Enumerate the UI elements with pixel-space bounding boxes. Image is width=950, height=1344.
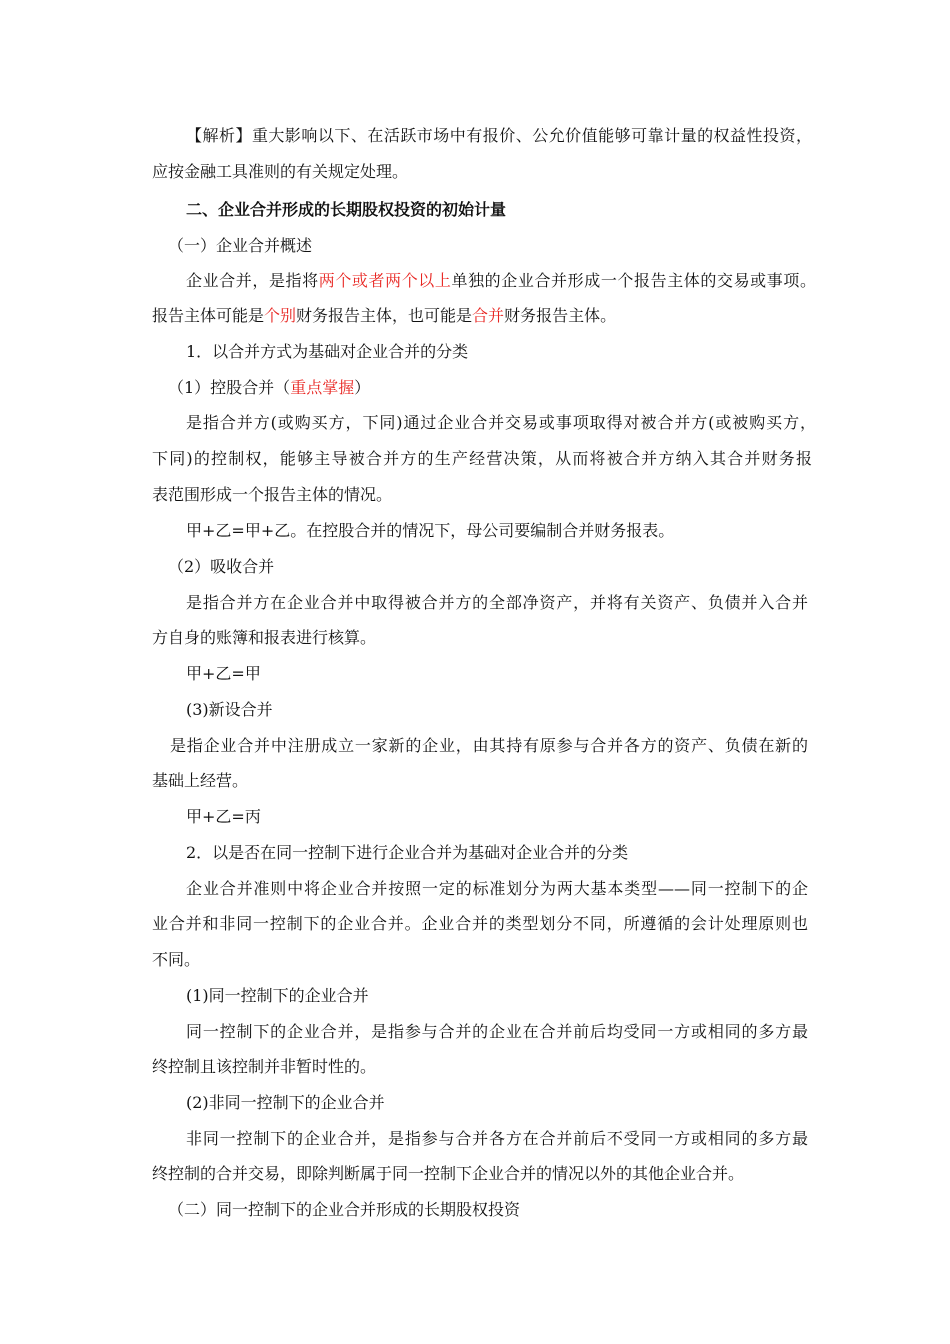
heading-text: （1）控股合并（ xyxy=(168,378,291,397)
highlight-text: 重点掌握 xyxy=(290,378,355,397)
absorb-line-2: 方自身的账簿和报表进行核算。 xyxy=(152,628,377,647)
newco-merger-heading: (3)新设合并 xyxy=(186,700,273,719)
holding-line-2: 下同)的控制权，能够主导被合并方的生产经营决策，从而将被合并方纳入其合并财务报 xyxy=(152,449,812,468)
subsection-heading-2: （二）同一控制下的企业合并形成的长期股权投资 xyxy=(168,1200,521,1219)
classification-line-1: 企业合并准则中将企业合并按照一定的标准划分为两大基本类型——同一控制下的企 xyxy=(186,879,808,898)
holding-formula: 甲+乙=甲+乙。在控股合并的情况下，母公司要编制合并财务报表。 xyxy=(186,521,675,540)
classification-line-3: 不同。 xyxy=(152,950,201,969)
highlight-text: 合并 xyxy=(472,306,505,325)
analysis-line-2: 应按金融工具准则的有关规定处理。 xyxy=(152,162,409,181)
holding-line-3: 表范围形成一个报告主体的情况。 xyxy=(152,485,393,504)
section-heading: 二、企业合并形成的长期股权投资的初始计量 xyxy=(186,200,507,219)
classification-line-2: 业合并和非同一控制下的企业合并。企业合并的类型划分不同，所遵循的会计处理原则也 xyxy=(152,914,808,933)
nonsame-control-heading: (2)非同一控制下的企业合并 xyxy=(186,1093,385,1112)
definition-text: 财务报告主体，也可能是 xyxy=(296,306,473,325)
holding-line-1: 是指合并方(或购买方，下同)通过企业合并交易或事项取得对被合并方(或被购买方， xyxy=(186,413,816,432)
definition-text: 财务报告主体。 xyxy=(504,306,617,325)
definition-text: 企业合并，是指将 xyxy=(186,271,319,290)
same-control-line-2: 终控制且该控制并非暂时性的。 xyxy=(152,1057,377,1076)
same-control-heading: (1)同一控制下的企业合并 xyxy=(186,986,369,1005)
highlight-text: 个别 xyxy=(264,306,297,325)
classification-heading-2: 2．以是否在同一控制下进行企业合并为基础对企业合并的分类 xyxy=(186,843,629,862)
newco-formula: 甲+乙=丙 xyxy=(186,807,261,826)
same-control-line-1: 同一控制下的企业合并，是指参与合并的企业在合并前后均受同一方或相同的多方最 xyxy=(186,1022,808,1041)
definition-line-2 xyxy=(152,306,812,326)
subsection-heading: （一）企业合并概述 xyxy=(168,236,313,255)
definition-line-1 xyxy=(186,271,816,291)
definition-text: 单独的企业合并形成一个报告主体的交易或事项。 xyxy=(451,271,816,290)
holding-merger-heading xyxy=(168,378,828,398)
definition-text: 报告主体可能是 xyxy=(152,306,265,325)
absorb-formula: 甲+乙=甲 xyxy=(186,664,261,683)
newco-line-2: 基础上经营。 xyxy=(152,771,249,790)
absorb-merger-heading: （2）吸收合并 xyxy=(168,557,275,576)
nonsame-control-line-2: 终控制的合并交易，即除判断属于同一控制下企业合并的情况以外的其他企业合并。 xyxy=(152,1164,745,1183)
heading-text: ） xyxy=(354,378,371,397)
analysis-line-1: 【解析】重大影响以下、在活跃市场中有报价、公允价值能够可靠计量的权益性投资， xyxy=(186,126,812,145)
absorb-line-1: 是指合并方在企业合并中取得被合并方的全部净资产，并将有关资产、负债并入合并 xyxy=(186,593,808,612)
highlight-text: 两个或者两个以上 xyxy=(318,271,452,290)
nonsame-control-line-1: 非同一控制下的企业合并，是指参与合并各方在合并前后不受同一方或相同的多方最 xyxy=(186,1129,808,1148)
newco-line-1: 是指企业合并中注册成立一家新的企业，由其持有原参与合并各方的资产、负债在新的 xyxy=(170,736,808,755)
classification-heading-1: 1．以合并方式为基础对企业合并的分类 xyxy=(186,342,469,361)
